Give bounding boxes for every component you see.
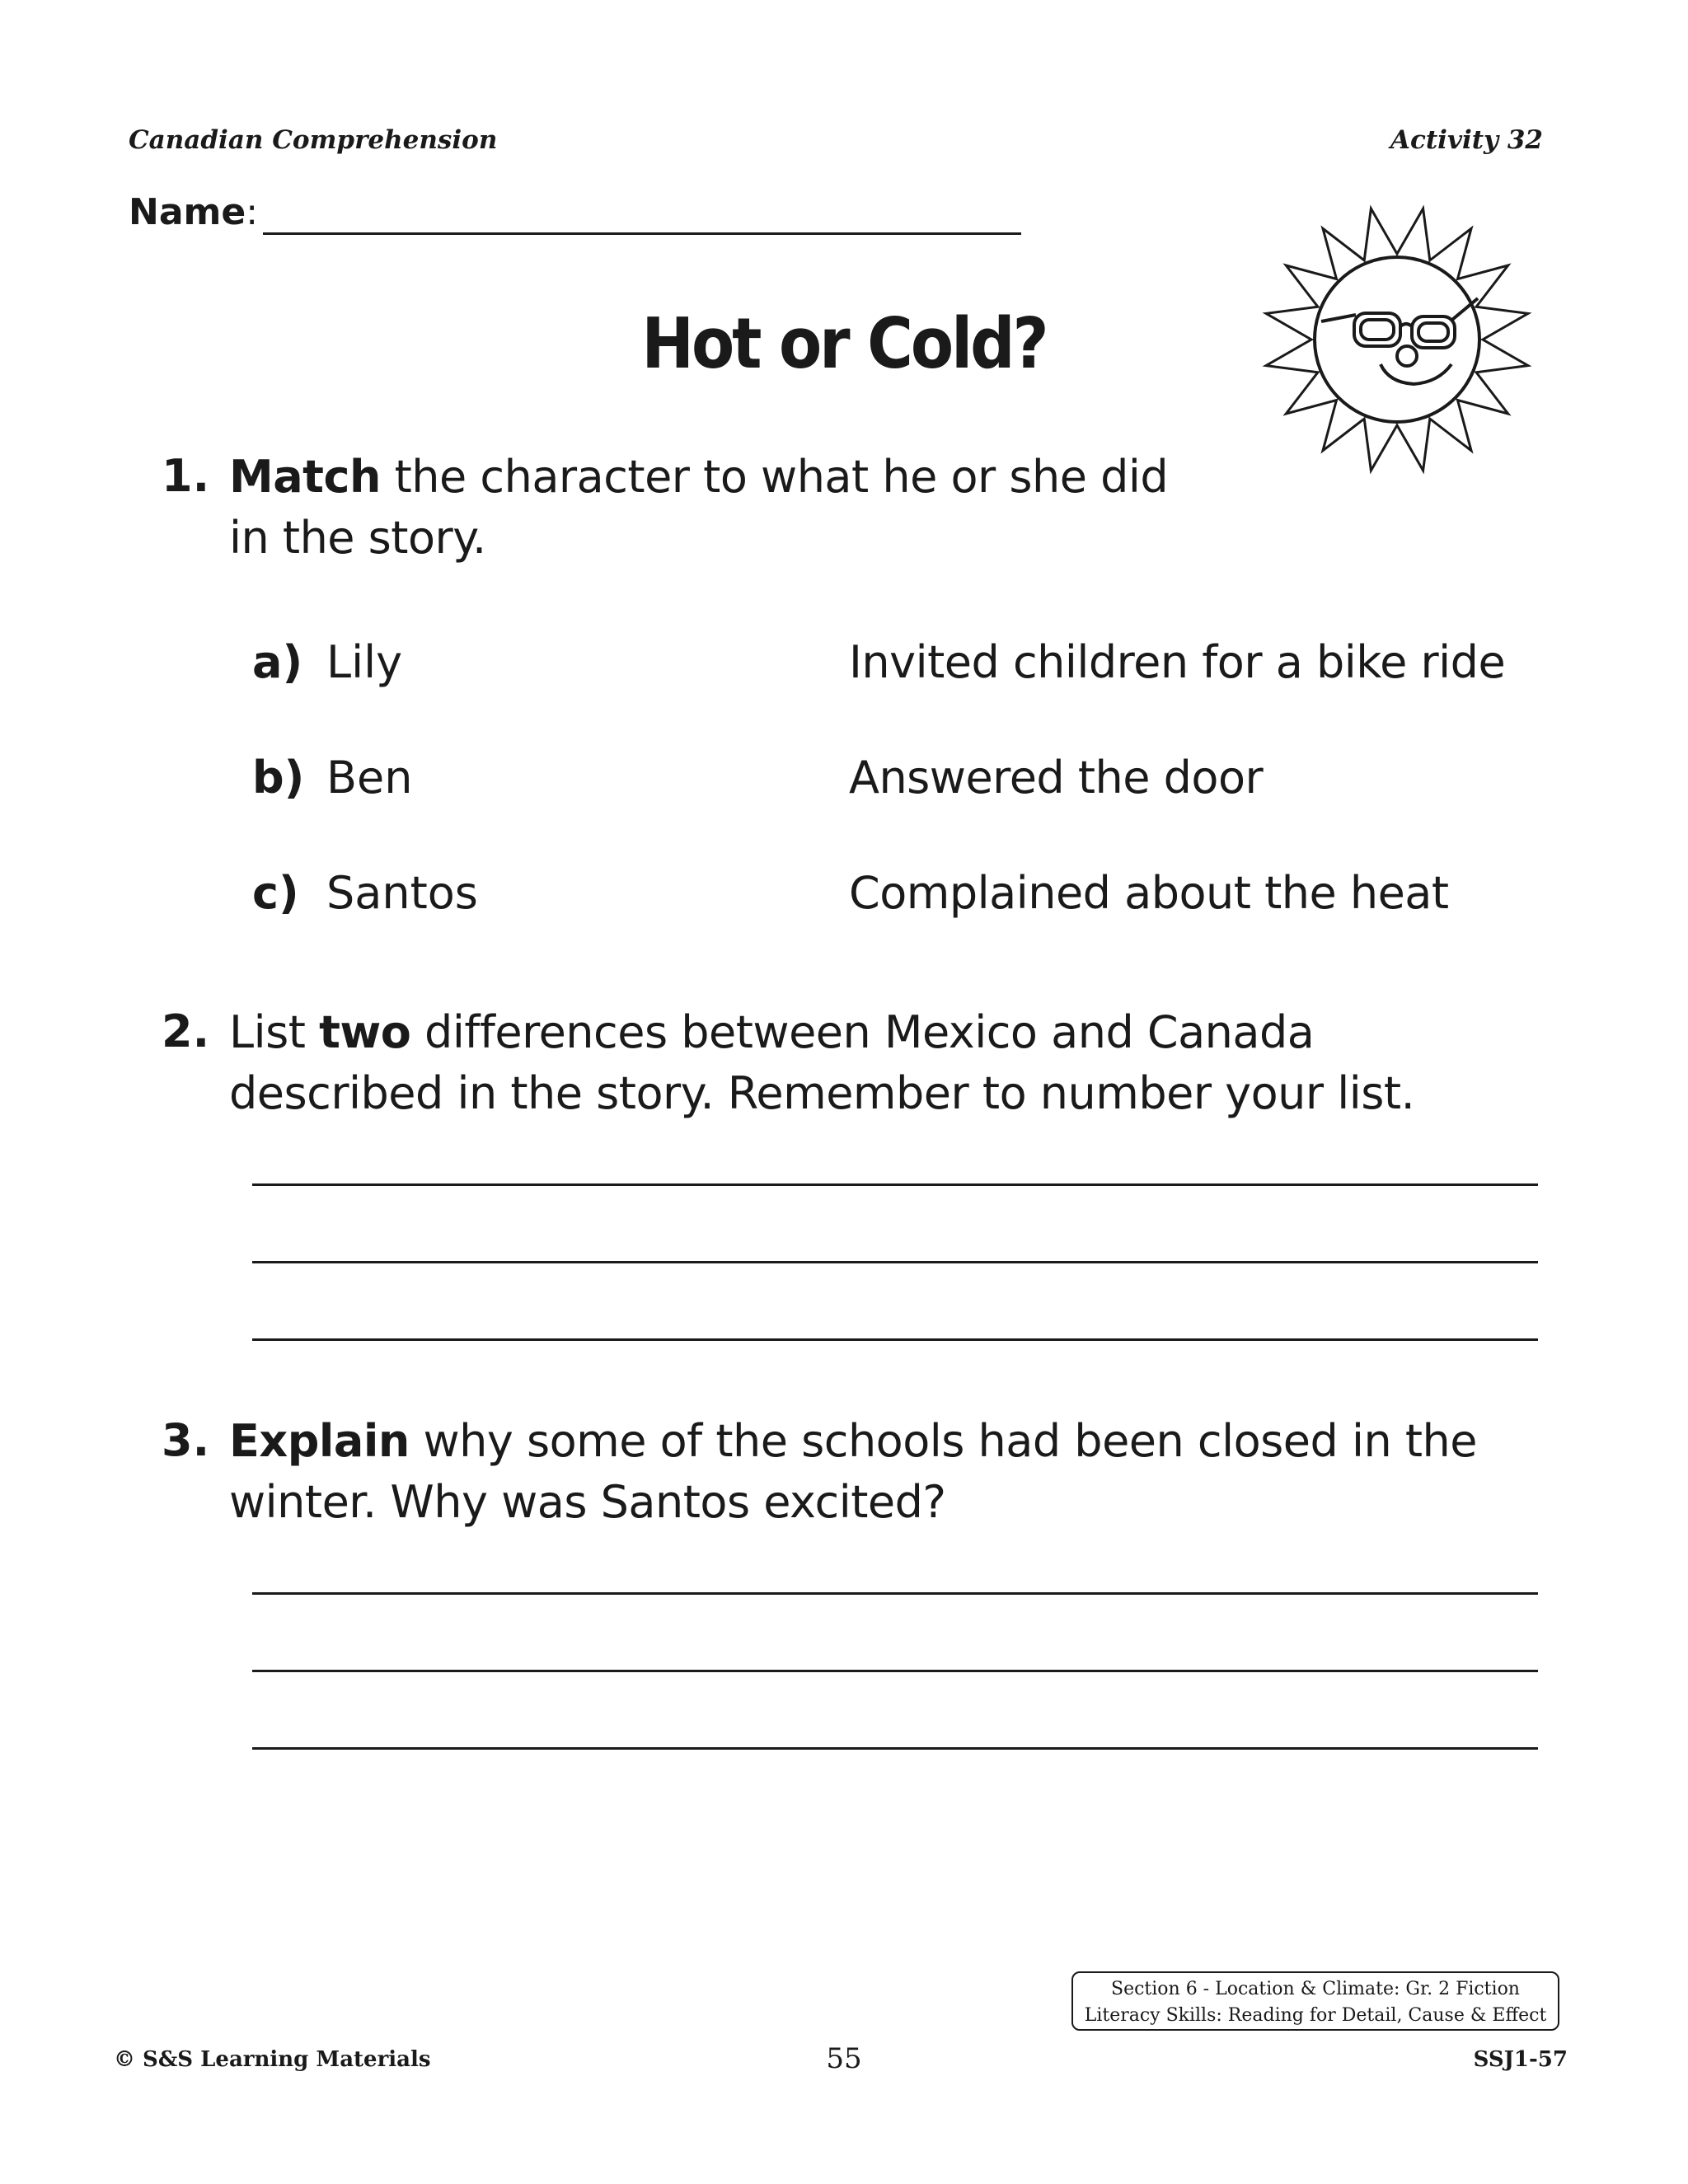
match-letter-c: c) bbox=[252, 867, 299, 919]
answer-line-q2-2[interactable] bbox=[252, 1261, 1538, 1263]
book-title: Canadian Comprehension bbox=[129, 125, 498, 155]
question-1-line1: the character to what he or she did bbox=[380, 451, 1169, 503]
name-field[interactable] bbox=[129, 191, 258, 241]
question-1-keyword: Match bbox=[229, 451, 381, 503]
name-write-line[interactable] bbox=[263, 232, 1021, 235]
question-1-number: 1. bbox=[162, 450, 210, 502]
answer-line-q3-1[interactable] bbox=[252, 1592, 1538, 1595]
question-3-line1: why some of the schools had been closed in the bbox=[409, 1415, 1477, 1467]
answer-line-q2-3[interactable] bbox=[252, 1338, 1538, 1341]
question-1-line2: in the story. bbox=[229, 512, 486, 564]
match-letter-b: b) bbox=[252, 752, 305, 804]
curriculum-box bbox=[1071, 1971, 1559, 2031]
curriculum-section: Section 6 - Location & Climate: Gr. 2 Fiction bbox=[1111, 1979, 1520, 1999]
match-character-b[interactable]: Ben bbox=[326, 752, 413, 804]
match-action-2[interactable]: Answered the door bbox=[849, 752, 1264, 804]
question-3-number: 3. bbox=[162, 1414, 210, 1466]
curriculum-skills: Literacy Skills: Reading for Detail, Cause & Effect bbox=[1084, 2005, 1547, 2026]
question-2-text bbox=[229, 1002, 1414, 1124]
page-title: Hot or Cold? bbox=[641, 302, 1047, 385]
question-3-text bbox=[229, 1411, 1477, 1533]
question-2-line2: described in the story. Remember to number your list. bbox=[229, 1067, 1415, 1119]
match-character-a[interactable]: Lily bbox=[326, 636, 403, 688]
match-letter-a: a) bbox=[252, 636, 303, 688]
product-code: SSJ1-57 bbox=[1473, 2047, 1568, 2072]
match-action-1[interactable]: Invited children for a bike ride bbox=[849, 636, 1506, 688]
name-colon: : bbox=[246, 191, 259, 233]
question-3-line2: winter. Why was Santos excited? bbox=[229, 1476, 946, 1528]
question-2-line1: differences between Mexico and Canada bbox=[410, 1006, 1315, 1058]
match-character-c[interactable]: Santos bbox=[326, 867, 478, 919]
question-1-text bbox=[229, 447, 1168, 569]
match-action-3[interactable]: Complained about the heat bbox=[849, 867, 1449, 919]
question-3-keyword: Explain bbox=[229, 1415, 410, 1467]
question-2-keyword: two bbox=[319, 1006, 411, 1058]
page-number: 55 bbox=[826, 2042, 862, 2075]
question-2-number: 2. bbox=[162, 1005, 210, 1057]
name-label: Name bbox=[129, 191, 246, 233]
copyright: © S&S Learning Materials bbox=[114, 2047, 431, 2072]
question-2-prefix: List bbox=[229, 1006, 320, 1058]
answer-line-q2-1[interactable] bbox=[252, 1183, 1538, 1186]
activity-number: Activity 32 bbox=[1390, 125, 1543, 155]
answer-line-q3-2[interactable] bbox=[252, 1670, 1538, 1672]
sun-with-sunglasses-icon bbox=[1257, 191, 1537, 488]
answer-line-q3-3[interactable] bbox=[252, 1747, 1538, 1750]
